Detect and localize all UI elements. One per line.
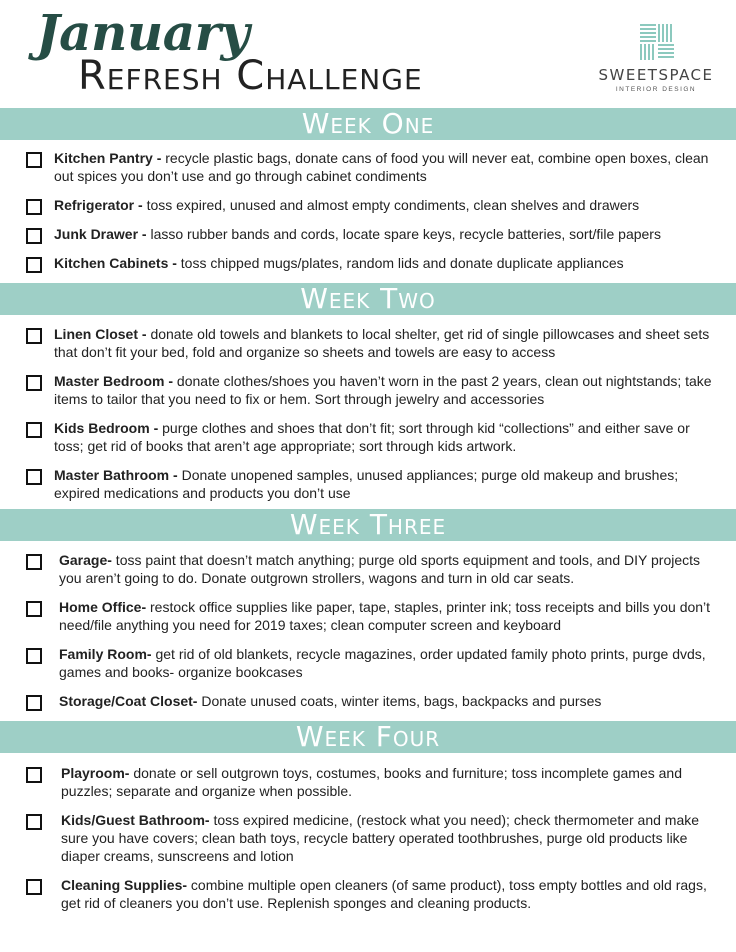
item-description: purge clothes and shoes that don’t fit; sort through kid “collections” and either save or toss; get rid of books that aren’t age appropriate; sort through kids artwork. [54,420,690,454]
item-description: Donate unopened samples, unused appliances; purge old makeup and brushes; expired medications and products you don’t use [54,467,679,501]
brand-tagline: INTERIOR DESIGN [615,86,697,93]
item-name: Home Office- [59,599,147,615]
item-name: Junk Drawer - [54,226,147,242]
brand-name: SWEETSPACE [598,66,714,84]
item-name: Linen Closet - [54,326,147,342]
checkbox[interactable] [26,879,42,895]
checkbox[interactable] [26,648,42,664]
item-text [61,764,716,800]
checkbox[interactable] [26,152,42,168]
item-name: Refrigerator - [54,197,143,213]
item-description: get rid of old blankets, recycle magazines, order updated family photo prints, purge dvds, games and books- organize bookcases [59,646,706,680]
item-name: Kitchen Pantry - [54,150,162,166]
week-title: Week Two [300,282,436,315]
item-description: toss expired, unused and almost empty condiments, clean shelves and drawers [142,197,640,213]
item-description: donate or sell outgrown toys, costumes, books and furniture; toss incomplete games and puzzles; separate and organize when possible. [61,765,682,799]
item-text [61,876,716,912]
item-name: Cleaning Supplies- [61,877,188,893]
title-january: January [36,3,250,62]
item-name: Garage- [59,552,112,568]
week-title: Week One [301,107,435,140]
week-three-header [0,509,736,541]
item-description: toss chipped mugs/plates, random lids and donate duplicate appliances [176,255,624,271]
item-description: recycle plastic bags, donate cans of food you will never eat, combine open boxes, clean out spices you don’t use and go through cabinet condiments [54,150,709,184]
title-refresh-challenge: Refresh Challenge [78,53,423,99]
item-text [59,692,716,710]
item-name: Playroom- [61,765,130,781]
item-text [59,551,716,587]
checkbox[interactable] [26,814,42,830]
checkbox[interactable] [26,469,42,485]
checkbox[interactable] [26,695,42,711]
item-text [54,149,716,185]
item-text [54,196,716,214]
item-description: toss paint that doesn’t match anything; purge old sports equipment and tools, and DIY projects you aren’t going to do. Donate outgrown strollers, wagons and turn in old car seats. [59,552,701,586]
page-header [0,0,736,108]
brand-logo [596,24,716,100]
item-text [59,598,716,634]
checkbox[interactable] [26,767,42,783]
week-one-header [0,108,736,140]
week-title: Week Three [289,508,447,541]
item-text [54,466,716,502]
item-text [54,325,716,361]
item-text [54,225,716,243]
checkbox[interactable] [26,228,42,244]
checkbox[interactable] [26,328,42,344]
item-name: Kids/Guest Bathroom- [61,812,210,828]
week-title: Week Four [295,720,441,753]
item-text [54,372,716,408]
item-name: Kids Bedroom - [54,420,159,436]
checkbox[interactable] [26,554,42,570]
week-four-header [0,721,736,753]
item-description: lasso rubber bands and cords, locate spare keys, recycle batteries, sort/file papers [146,226,661,242]
item-description: donate clothes/shoes you haven’t worn in the past 2 years, clean out nightstands; take items to tailor that you need to fix or hem. Sort through jewelry and accessories [54,373,712,407]
item-text [59,645,716,681]
item-name: Master Bathroom - [54,467,178,483]
checkbox[interactable] [26,601,42,617]
checkbox[interactable] [26,375,42,391]
item-text [61,811,716,865]
item-name: Storage/Coat Closet- [59,693,198,709]
item-description: Donate unused coats, winter items, bags, backpacks and purses [197,693,602,709]
checkbox[interactable] [26,257,42,273]
item-text [54,419,716,455]
item-name: Kitchen Cabinets - [54,255,177,271]
woven-square-logo-icon [640,24,674,60]
item-description: combine multiple open cleaners (of same product), toss empty bottles and old rags, get rid of cleaners you don’t use. Replenish sponges and cleaning products. [61,877,707,911]
week-two-header [0,283,736,315]
item-description: restock office supplies like paper, tape, staples, printer ink; toss receipts and bills you don’t need/file anything you need for 2019 taxes; clean computer screen and keyboard [59,599,711,633]
item-description: toss expired medicine, (restock what you need); check thermometer and make sure you have covers; clean bath toys, recycle battery operated toothbrushes, purge old products like diaper creams, sunscreens and lotion [61,812,700,864]
checkbox[interactable] [26,199,42,215]
item-name: Master Bedroom - [54,373,174,389]
item-name: Family Room- [59,646,152,662]
item-description: donate old towels and blankets to local shelter, get rid of single pillowcases and sheet sets that don’t fit your bed, fold and organize so sheets and towels are easy to access [54,326,710,360]
checkbox[interactable] [26,422,42,438]
item-text [54,254,716,272]
